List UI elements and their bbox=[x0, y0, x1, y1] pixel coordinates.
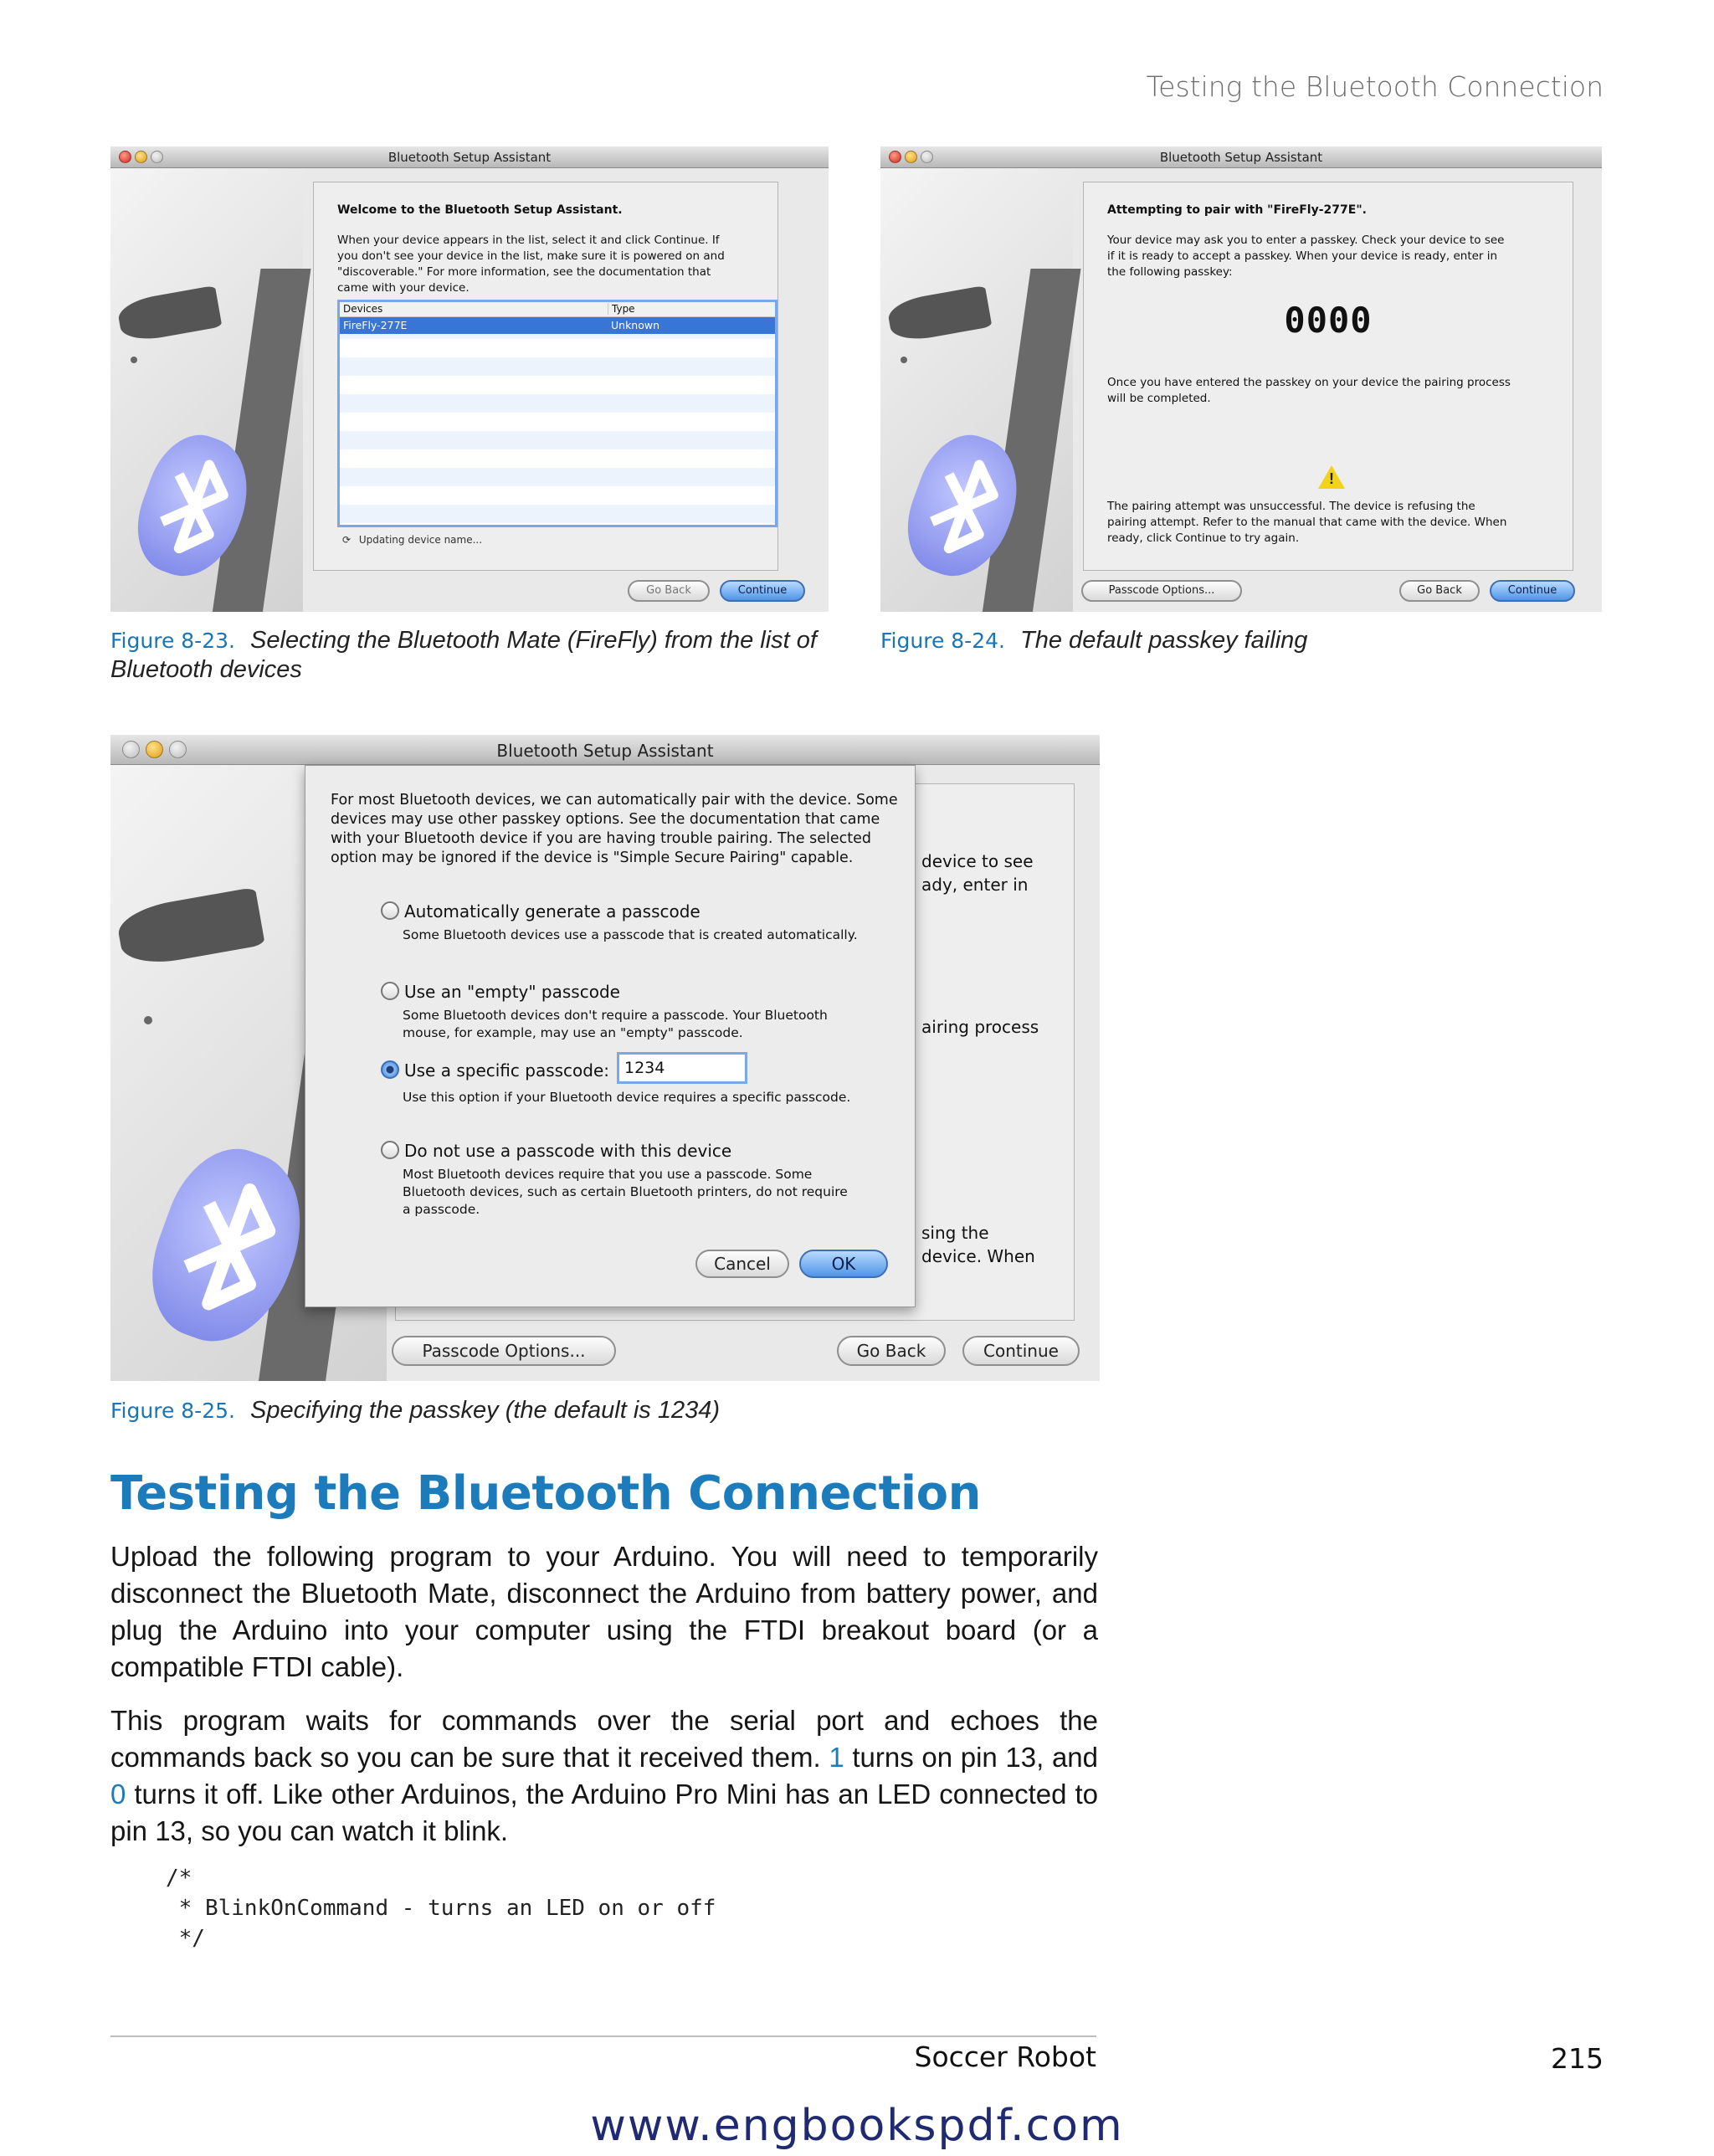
running-header: Testing the Bluetooth Connection bbox=[1146, 70, 1604, 103]
after-text bbox=[1107, 375, 1511, 407]
background-text bbox=[921, 1221, 1035, 1268]
passcode-input[interactable]: 1234 bbox=[617, 1052, 747, 1084]
go-back-button[interactable]: Go Back bbox=[1399, 580, 1480, 602]
spinner-icon: ⟳ bbox=[342, 534, 352, 546]
bg-line: ady, enter in bbox=[921, 875, 1029, 895]
figure-8-24-window bbox=[880, 146, 1602, 612]
body-line: Once you have entered the passkey on your device the pairing process bbox=[1107, 376, 1511, 389]
option-label: Automatically generate a passcode bbox=[404, 901, 700, 921]
inline-code: 0 bbox=[110, 1779, 126, 1810]
option-desc: Some Bluetooth devices use a passcode that is created automatically. bbox=[403, 927, 858, 942]
intro-line: devices may use other passkey options. See the documentation that came bbox=[331, 811, 880, 828]
radio-button[interactable] bbox=[381, 901, 399, 920]
paragraph-text: turns on pin 13, and bbox=[852, 1742, 1099, 1773]
ok-button[interactable]: OK bbox=[799, 1250, 888, 1278]
caption-text: The default passkey failing bbox=[1020, 627, 1308, 654]
radio-button[interactable] bbox=[381, 1141, 399, 1159]
figure-8-23-window bbox=[110, 146, 829, 612]
continue-button[interactable]: Continue bbox=[720, 580, 805, 602]
intro-line: For most Bluetooth devices, we can automatically pair with the device. Some bbox=[331, 792, 898, 808]
option-desc bbox=[403, 1007, 828, 1042]
panel-heading: Welcome to the Bluetooth Setup Assistant. bbox=[337, 203, 623, 217]
body-line: When your device appears in the list, select it and click Continue. If bbox=[337, 234, 720, 247]
column-header-devices[interactable]: Devices bbox=[343, 303, 383, 315]
title-bar bbox=[110, 146, 829, 168]
figure-8-25-caption bbox=[110, 1396, 1098, 1425]
body-line: "discoverable." For more information, see the documentation that bbox=[337, 264, 711, 279]
footer-rule bbox=[110, 2035, 1096, 2037]
body-line: pairing attempt. Refer to the manual that came with the device. When bbox=[1107, 515, 1507, 529]
error-text bbox=[1107, 499, 1506, 547]
passcode-options-sheet bbox=[305, 765, 916, 1307]
body-line: Your device may ask you to enter a passkey. Check your device to see bbox=[1107, 234, 1505, 247]
paragraph-2 bbox=[110, 1702, 1098, 1850]
content-panel bbox=[313, 182, 778, 571]
figure-8-24-caption bbox=[880, 626, 1602, 655]
desc-line: mouse, for example, may use an "empty" passcode. bbox=[403, 1025, 743, 1040]
background-text: airing process bbox=[921, 1017, 1039, 1037]
option-desc: Use this option if your Bluetooth device requires a specific passcode. bbox=[403, 1090, 851, 1105]
continue-button[interactable]: Continue bbox=[1490, 580, 1575, 602]
bg-line: sing the bbox=[921, 1223, 989, 1243]
desc-line: Most Bluetooth devices require that you use a passcode. Some bbox=[403, 1167, 813, 1182]
bg-line: device to see bbox=[921, 851, 1034, 871]
paragraph-text: turns it off. Like other Arduinos, the Arduino Pro Mini has an LED connected to pin 13, so you can watch it blink. bbox=[110, 1779, 1099, 1846]
figure-label: Figure 8-23. bbox=[110, 629, 235, 653]
body-line: you don't see your device in the list, make sure it is powered on and bbox=[337, 249, 725, 263]
passcode-options-button[interactable]: Passcode Options... bbox=[392, 1336, 616, 1366]
caption-text: Selecting the Bluetooth Mate (FireFly) from the list of bbox=[250, 627, 817, 654]
figure-8-23-caption bbox=[110, 626, 839, 684]
window-title: Bluetooth Setup Assistant bbox=[387, 150, 552, 165]
intro-line: option may be ignored if the device is "Simple Secure Pairing" capable. bbox=[331, 850, 854, 866]
body-line: will be completed. bbox=[1107, 391, 1211, 405]
desc-line: Some Bluetooth devices don't require a passcode. Your Bluetooth bbox=[403, 1008, 828, 1023]
footer-book-title: Soccer Robot bbox=[914, 2041, 1096, 2073]
panel-body bbox=[1107, 233, 1504, 280]
option-label: Use a specific passcode: bbox=[404, 1060, 610, 1081]
page-number: 215 bbox=[1551, 2042, 1604, 2075]
body-line: ready, click Continue to try again. bbox=[1107, 531, 1300, 545]
radio-button-selected[interactable] bbox=[381, 1060, 399, 1079]
sheet-intro bbox=[331, 791, 898, 868]
go-back-button[interactable]: Go Back bbox=[628, 580, 710, 602]
status-text: Updating device name... bbox=[358, 534, 483, 546]
passcode-options-button[interactable]: Passcode Options... bbox=[1081, 580, 1242, 602]
section-heading: Testing the Bluetooth Connection bbox=[110, 1466, 981, 1521]
window-title: Bluetooth Setup Assistant bbox=[1159, 150, 1323, 165]
device-type: Unknown bbox=[611, 319, 660, 331]
inline-code: 1 bbox=[829, 1742, 844, 1773]
go-back-button[interactable]: Go Back bbox=[837, 1336, 946, 1366]
background-text bbox=[921, 850, 1034, 896]
window-title: Bluetooth Setup Assistant bbox=[496, 741, 714, 761]
caption-text: Specifying the passkey (the default is 1234) bbox=[250, 1397, 721, 1424]
caption-text: Bluetooth devices bbox=[110, 656, 302, 683]
device-row-selected[interactable] bbox=[340, 317, 775, 334]
radio-button[interactable] bbox=[381, 982, 399, 1000]
panel-heading: Attempting to pair with "FireFly-277E". bbox=[1107, 203, 1367, 217]
body-line: came with your device. bbox=[337, 280, 470, 295]
title-bar bbox=[110, 735, 1100, 765]
device-list[interactable] bbox=[337, 300, 777, 527]
desc-line: a passcode. bbox=[403, 1202, 480, 1217]
device-list-header bbox=[340, 302, 775, 317]
column-header-type[interactable]: Type bbox=[608, 303, 635, 315]
body-line: the following passkey: bbox=[1107, 264, 1233, 279]
intro-line: with your Bluetooth device if you are having trouble pairing. The selected bbox=[331, 830, 871, 847]
watermark-link[interactable]: www.engbookspdf.com bbox=[590, 2101, 1124, 2151]
figure-label: Figure 8-24. bbox=[880, 629, 1005, 653]
option-label: Do not use a passcode with this device bbox=[404, 1141, 732, 1161]
status-row bbox=[342, 534, 482, 546]
figure-8-25-window bbox=[110, 735, 1100, 1381]
continue-button[interactable]: Continue bbox=[962, 1336, 1080, 1366]
content-panel bbox=[1083, 182, 1573, 571]
body-line: The pairing attempt was unsuccessful. The device is refusing the bbox=[1107, 500, 1475, 513]
panel-body bbox=[337, 233, 725, 296]
figure-label: Figure 8-25. bbox=[110, 1399, 235, 1423]
warning-icon: ! bbox=[1318, 465, 1345, 489]
bg-line: device. When bbox=[921, 1246, 1035, 1266]
option-label: Use an "empty" passcode bbox=[404, 982, 620, 1002]
passkey-display: 0000 bbox=[1284, 300, 1373, 341]
paragraph-1: Upload the following program to your Arduino. You will need to temporarily disconnect the Bluetooth Mate, disconnect the Arduino from battery power, and plug the Arduino into your computer using the FTDI breakout board (or a compatible FTDI cable). bbox=[110, 1541, 1098, 1682]
title-bar bbox=[880, 146, 1602, 168]
body-line: if it is ready to accept a passkey. When your device is ready, enter in bbox=[1107, 249, 1498, 263]
desc-line: Bluetooth devices, such as certain Bluetooth printers, do not require bbox=[403, 1184, 848, 1199]
code-block: /* * BlinkOnCommand - turns an LED on or off */ bbox=[166, 1866, 716, 1951]
device-name: FireFly-277E bbox=[343, 319, 408, 331]
paragraph-text: This program waits for commands over the serial port and echoes the commands back so you can be sure that it received them. bbox=[110, 1705, 1098, 1773]
cancel-button[interactable]: Cancel bbox=[695, 1250, 789, 1278]
option-desc bbox=[403, 1166, 848, 1219]
